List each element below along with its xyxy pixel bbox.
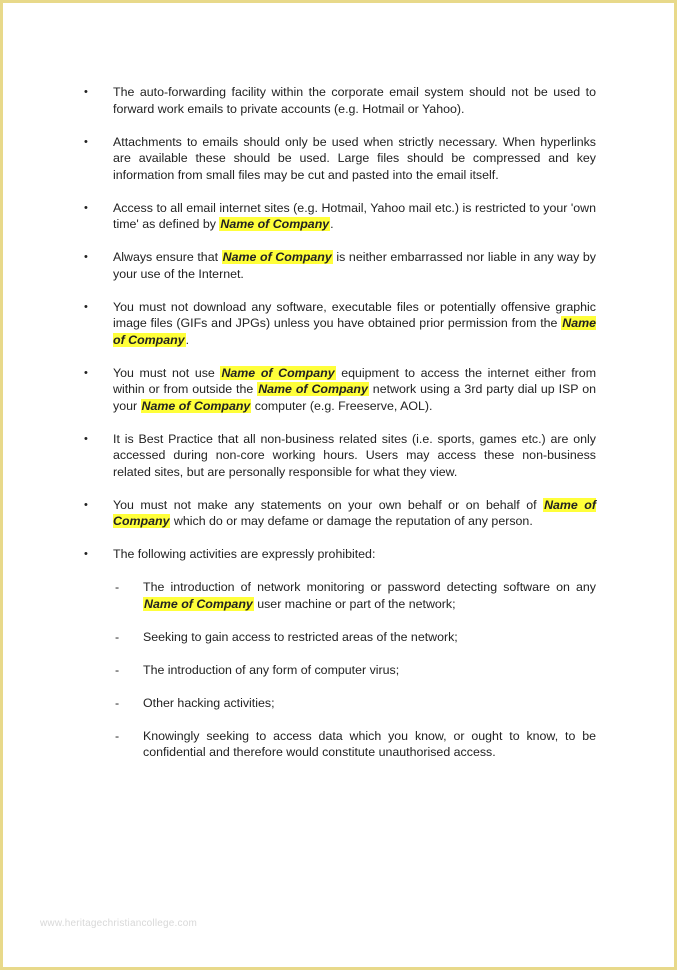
text-segment: equipment to access the internet either from within or from outside the <box>113 365 597 396</box>
bullet-item <box>84 365 596 415</box>
bullet-icon: • <box>84 300 88 313</box>
text-segment: The following activities are expressly prohibited: <box>113 547 376 561</box>
text-segment: Seeking to gain access to restricted areas of the network; <box>143 629 458 644</box>
sub-item-text <box>143 629 596 646</box>
text-segment: user machine or part of the network; <box>253 596 456 611</box>
text-segment: which do or may defame or damage the reputation of any person. <box>170 514 533 528</box>
bullet-text <box>113 546 596 563</box>
bullet-item <box>84 431 596 481</box>
dash-icon: - <box>115 580 120 594</box>
bullet-icon: • <box>84 548 88 560</box>
bullet-item <box>84 497 596 530</box>
text-segment: You must not download any software, executable files or potentially offensive graphic image files (GIFs and JPGs) unless you have obtained prior permission from the <box>113 299 596 330</box>
company-name-placeholder: Name of Company <box>258 382 368 396</box>
sub-item-text <box>143 579 596 612</box>
bullet-icon: • <box>84 366 88 379</box>
company-name-placeholder: Name of Company <box>220 217 330 231</box>
text-segment: . <box>185 332 190 347</box>
document-body <box>84 84 596 777</box>
prohibited-activities-list <box>84 579 596 761</box>
bullet-text <box>113 299 596 349</box>
text-segment: Access to all email internet sites (e.g. Hotmail, Yahoo mail etc.) is restricted to your 'own time' as defined by <box>113 200 596 231</box>
sub-item-text <box>143 728 596 761</box>
bullet-item <box>84 546 596 563</box>
text-segment: Other hacking activities; <box>143 695 275 710</box>
sub-list-item <box>84 728 596 761</box>
bullet-icon: • <box>84 135 88 148</box>
text-segment: Always ensure that <box>113 250 222 264</box>
watermark-text: www.heritagechristiancollege.com <box>40 918 198 929</box>
bullet-icon: • <box>84 86 88 98</box>
dash-icon: - <box>115 662 120 677</box>
bullet-text <box>113 497 596 530</box>
text-segment: network using a 3rd party dial up ISP on your <box>113 382 597 413</box>
company-name-placeholder: Name of Company <box>113 497 596 528</box>
bullet-item <box>84 249 596 282</box>
text-segment: The auto-forwarding facility within the corporate email system should not be used to forward work emails to private accounts (e.g. Hotmail or Yahoo). <box>113 85 596 116</box>
company-name-placeholder: Name of Company <box>221 365 335 380</box>
text-segment: You must not make any statements on your own behalf or on behalf of <box>113 497 544 512</box>
text-segment: . <box>330 217 334 231</box>
bullet-icon: • <box>84 251 88 263</box>
bullet-icon: • <box>84 498 88 511</box>
dash-icon: - <box>115 629 120 644</box>
bullet-text <box>113 134 596 184</box>
sub-item-text <box>143 662 596 679</box>
text-segment: The introduction of any form of computer virus; <box>143 662 400 677</box>
company-name-placeholder: Name of Company <box>222 250 332 264</box>
bullet-item <box>84 134 596 184</box>
bullet-item <box>84 299 596 349</box>
sub-item-text <box>143 695 596 712</box>
company-name-placeholder: Name of Company <box>144 596 253 611</box>
text-segment: It is Best Practice that all non-business related sites (i.e. sports, games etc.) are only accessed during non-core working hours. Users may access these non-business related sites, but are personally responsible for what they view. <box>113 431 596 479</box>
dash-icon: - <box>115 728 120 743</box>
text-segment: is neither embarrassed nor liable in any way by your use of the Internet. <box>113 250 596 281</box>
sub-list-item <box>84 629 596 646</box>
sub-list-item <box>84 579 596 612</box>
bullet-text <box>113 431 596 481</box>
bullet-item <box>84 200 596 233</box>
company-name-placeholder: Name of Company <box>141 398 251 413</box>
dash-icon: - <box>115 695 120 710</box>
text-segment: Attachments to emails should only be used when strictly necessary. When hyperlinks are available these should be used. Large files should be compressed and key information from small files may be cut and pasted into the email itself. <box>113 134 596 182</box>
bullet-list <box>84 84 596 563</box>
sub-list-item <box>84 695 596 712</box>
bullet-item <box>84 84 596 117</box>
bullet-text <box>113 249 596 282</box>
bullet-icon: • <box>84 432 88 445</box>
company-name-placeholder: Name of Company <box>113 316 596 347</box>
text-segment: You must not use <box>113 365 221 380</box>
bullet-text <box>113 200 596 233</box>
text-segment: The introduction of network monitoring or password detecting software on any <box>143 580 596 594</box>
sub-list-item <box>84 662 596 679</box>
text-segment: computer (e.g. Freeserve, AOL). <box>251 398 433 413</box>
bullet-text <box>113 84 596 117</box>
bullet-text <box>113 365 596 415</box>
bullet-icon: • <box>84 201 88 214</box>
text-segment: Knowingly seeking to access data which you know, or ought to know, to be confidential and therefore would constitute unauthorised access. <box>143 728 596 759</box>
